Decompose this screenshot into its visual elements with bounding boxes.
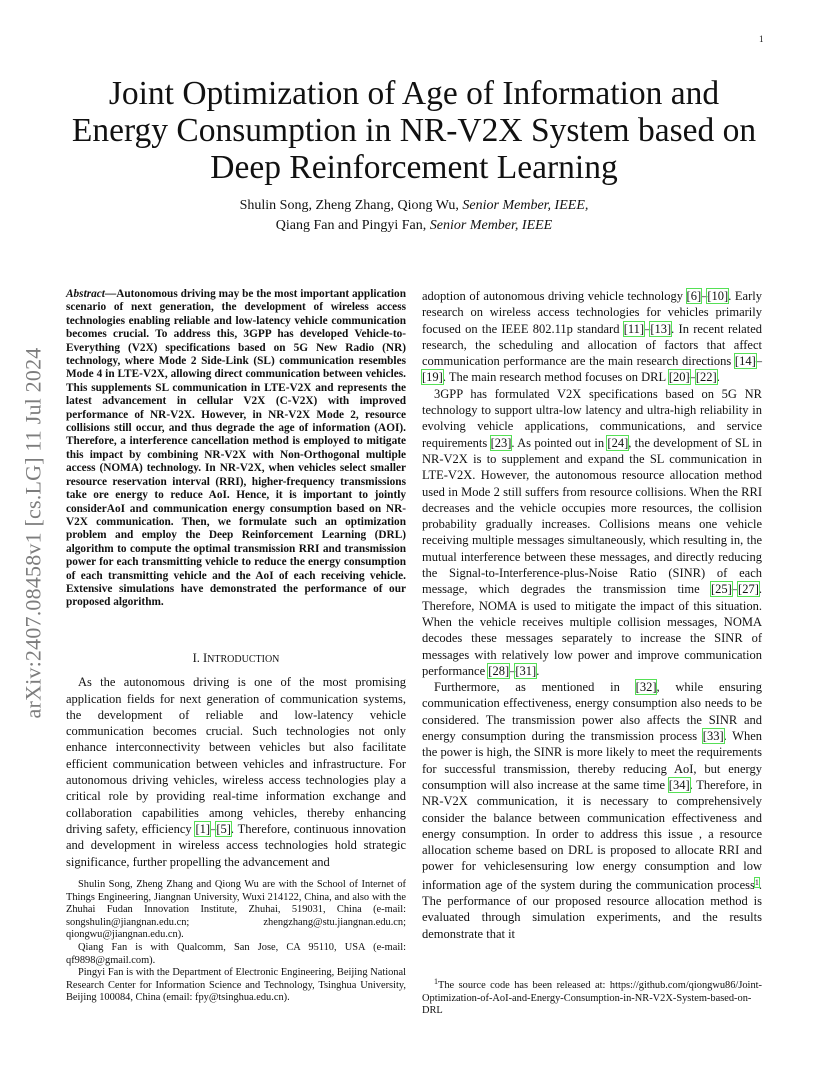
citation-link[interactable]: [1] (195, 821, 211, 836)
code-footnote (422, 976, 762, 1018)
text: . When the power is high, the SINR is more likely to meet the requirements for successful transmission, thereby reducing AoI, but energy consumption will also increase at the same time (422, 729, 762, 792)
citation-link[interactable]: [6] (686, 289, 702, 303)
page-number: 1 (759, 34, 764, 44)
footnote-code-release (422, 976, 762, 1018)
text: , the development of SL in NR-V2X is to supplement and expand the SL communication in LTE-V2X. However, the autonomous resource allocation method used in Mode 2 still suffers from resource collisions. When the RRI decreases and the vehicle occupies more resources, the collision probability gradually increases. Collisions means one vehicle receiving multiple messages simultaneously, which resulting in, the mutual interference between these messages, and directly reducing the Signal-to-Interference-plus-Noise Ratio (SINR) of each message, which degrades the transmission time (422, 435, 762, 597)
author-list (60, 196, 768, 236)
text: 3GPP has formulated V2X specifications based on 5G NR technology to support ultra-low latency and ultra-high reliability in evolving vehicle applications, communications, and service requirements (422, 386, 762, 450)
text: adoption of autonomous driving vehicle technology (422, 289, 687, 303)
citation-link[interactable]: [32] (635, 680, 657, 695)
citation-link[interactable]: [34] (668, 777, 690, 792)
footnote-code-text[interactable]: The source code has been released at: https://github.com/qiongwu86/Joint-Optimization-of-AoI-and-Energy-Consumption-in-NR-V2X-System-based-on-DRL (422, 980, 762, 1017)
right-paragraph-2: 3GPP has formulated V2X specifications based on 5G NR technology to support ultra-low latency and ultra-high reliability in evolving vehicle applications, communications, and service requirements [23]. As pointed out in [24], the development of SL in NR-V2X is to supplement and expand the SL communication in LTE-V2X. However, the autonomous resource allocation method used in Mode 2 still suffers from resource collisions. When the RRI decreases and the vehicle occupies more resources, the collision probability gradually increases. Collisions means one vehicle receiving multiple messages simultaneously, which resulting in, the mutual interference between these messages, and directly reducing the Signal-to-Interference-plus-Noise Ratio (SINR) of each message, which degrades the transmission time [25]–[27]. Therefore, NOMA is used to mitigate the impact of this situation. When the vehicle receives multiple collision messages, NOMA decodes these messages separately to increase the SINR of messages with relatively low power and improve communication performance [28]–[31]. (422, 386, 762, 678)
text: . The performance of our proposed resource allocation method is evaluated through simulation experiments, and the results demonstrate that it (422, 877, 762, 941)
paper-title (60, 75, 768, 186)
citation-link[interactable]: [22] (695, 370, 717, 385)
right-paragraph-1: adoption of autonomous driving vehicle technology [6]–[10]. Early research on wireless access technologies for vehicles primarily focused on the IEEE 802.11p standard [11]–[13]. In recent related research, the scheduling and allocation of factors that affect communication performance are the main research directions [14]–[19]. The main research method focuses on DRL [20]–[22]. (422, 289, 762, 385)
text: . Therefore, in NR-V2X communication, it is necessary to comprehensively consider the balance between communication effectiveness and energy consumption. In order to address this issue , a resource allocation scheme based on DRL is proposed to allocate RRI and power for vehiclesensuring low energy consumption and low information age of the system during the communication process (422, 777, 762, 892)
footnote-mark: 1 (434, 977, 438, 986)
text: . Therefore, NOMA is used to mitigate the impact of this situation. When the vehicle receives multiple collision messages, NOMA decodes these messages separately to increase the SINR of messages with relatively low power and improve communication performance (422, 582, 762, 678)
text: . The main research method focuses on DRL (442, 370, 669, 385)
footnote-marker-link[interactable]: 1 (754, 877, 759, 887)
authors-line2-names: Qiang Fan and Pingyi Fan, (275, 218, 427, 233)
citation-link[interactable]: [31] (515, 663, 537, 678)
text: . In recent related research, the scheduling and allocation of factors that affect communication performance are the main research directions (422, 321, 762, 369)
section-heading-introduction: I. INTRODUCTION (192, 651, 280, 665)
citation-link[interactable]: [23] (490, 435, 512, 450)
citation-link[interactable]: [28] (488, 663, 510, 678)
footnote-affiliation-2: Qiang Fan is with Qualcomm, San Jose, CA 95110, USA (e-mail: qf9898@gmail.com). (66, 941, 406, 966)
title-line-2: Energy Consumption in NR-V2X System based on (71, 112, 757, 149)
text: , while ensuring communication effectiveness, energy consumption also needs to be considered. The transmission power also affects the SINR and energy consumption during the transmission process (422, 680, 762, 744)
title-line-3: Deep Reinforcement Learning (210, 149, 618, 186)
citation-link[interactable]: [19] (422, 370, 443, 385)
right-column (422, 288, 762, 942)
abstract-label: Abstract (66, 288, 105, 300)
citation-link[interactable]: [11] (623, 321, 645, 336)
authors-line1-names: Shulin Song, Zheng Zhang, Qiong Wu, (239, 198, 459, 213)
intro-text-b: . Therefore, continuous innovation and development in wireless access technologies hold strategic significance, further propelling the advancement and (66, 821, 406, 869)
authors-line2-role: Senior Member, IEEE (429, 218, 553, 233)
left-column (66, 288, 406, 610)
abstract (66, 288, 406, 610)
citation-link[interactable]: [10] (707, 289, 729, 303)
footnote-affiliation-1: Shulin Song, Zheng Zhang and Qiong Wu are with the School of Internet of Things Engineering, Jiangnan University, Wuxi 214122, China, and also with the Zhuhai Fudan Innovation Institute, Zhuhai, 519031, China (e-mail: songshulin@jiangnan.edu.cn; zhengzhang@stu.jiangnan.edu.cn; qiongwu@jiangnan.edu.cn). (66, 879, 406, 941)
text: . As pointed out in (511, 435, 608, 450)
arxiv-id-text: arXiv:2407.08458v1 [cs.LG] 11 Jul 2024 (20, 347, 45, 719)
citation-link[interactable]: [13] (650, 321, 672, 336)
title-line-1: Joint Optimization of Age of Information and (108, 75, 720, 112)
citation-link[interactable]: [24] (607, 435, 629, 450)
citation-link[interactable]: [14] (734, 354, 756, 369)
text: . Early research on wireless access technologies for vehicles primarily focused on the IEEE 802.11p standard (422, 289, 762, 336)
right-paragraph-3 (422, 679, 762, 942)
footnote-affiliation-3: Pingyi Fan is with the Department of Electronic Engineering, Beijing National Research Center for Information Science and Technology, Tsinghua University, Beijing 100084, China (email: fpy@tsinghua.edu.cn). (66, 967, 406, 1004)
citation-link[interactable]: [25] (710, 582, 732, 597)
intro-text-a: As the autonomous driving is one of the most promising application fields for next generation of communication systems, the development of reliable and low-latency vehicle communication becomes crucial. Such technologies not only enhance interconnectivity between vehicles but also facilitate efficient communication between vehicles and infrastructure. For autonomous driving vehicles, wireless access technologies play a critical role by providing real-time information exchange and collaboration capabilities among vehicles, thereby enhancing driving safety, efficiency (66, 675, 406, 836)
abstract-text: —Autonomous driving may be the most important application scenario of next generation, the development of wireless access technologies enabling reliable and low-latency vehicle communication becomes crucial. To address this, 3GPP has developed Vehicle-to-Everything (V2X) specifications based on 5G New Radio (NR) technology, where Mode 2 Side-Link (SL) communication resembles Mode 4 in LTE-V2X, allowing direct communication between vehicles. This supplements SL communication in LTE-V2X and represents the latest advancement in cellular V2X (C-V2X) with improved performance of NR-V2X. However, in NR-V2X Mode 2, resource collisions still occur, and thus degrade the age of information (AOI). Therefore, a interference cancellation method is employed to mitigate this impact by combining NR-V2X with Non-Orthogonal multiple access (NOMA) technology. In NR-V2X, when vehicles select smaller resource reservation interval (RRI), higher-frequency transmissions take ore energy to reduce AoI. Hence, it is important to jointly considerAoI and communication energy consumption based on NR-V2X communication. Then, we formulate such an optimization problem and employ the Deep Reinforcement Learning (DRL) algorithm to compute the optimal transmission RRI and transmission power for each transmitting vehicle to reduce the energy consumption of each transmitting vehicle and the AoI of each receiving vehicle. Extensive simulations have demonstrated the performance of our proposed algorithm. (66, 288, 406, 609)
introduction-left (66, 650, 406, 870)
affiliation-footnotes (66, 879, 406, 1005)
text: Furthermore, as mentioned in (434, 680, 636, 695)
intro-paragraph-1: As the autonomous driving is one of the most promising application fields for next generation of communication systems, the development of reliable and low-latency vehicle communication becomes crucial. Such technologies not only enhance interconnectivity between vehicles but also facilitate efficient communication between vehicles and infrastructure. For autonomous driving vehicles, wireless access technologies play a critical role by providing real-time information exchange and collaboration capabilities among vehicles, thereby enhancing driving safety, efficiency [1]–[5]. Therefore, continuous innovation and development in wireless access technologies hold strategic significance, further propelling the advancement and (66, 675, 406, 869)
citation-link[interactable]: [27] (738, 582, 759, 597)
arxiv-identifier[interactable] (20, 298, 46, 768)
authors-line1-role: Senior Member, IEEE, (462, 198, 589, 213)
citation-link[interactable]: [20] (668, 370, 690, 385)
citation-link[interactable]: [5] (216, 821, 231, 836)
citation-link[interactable]: [33] (702, 729, 724, 744)
